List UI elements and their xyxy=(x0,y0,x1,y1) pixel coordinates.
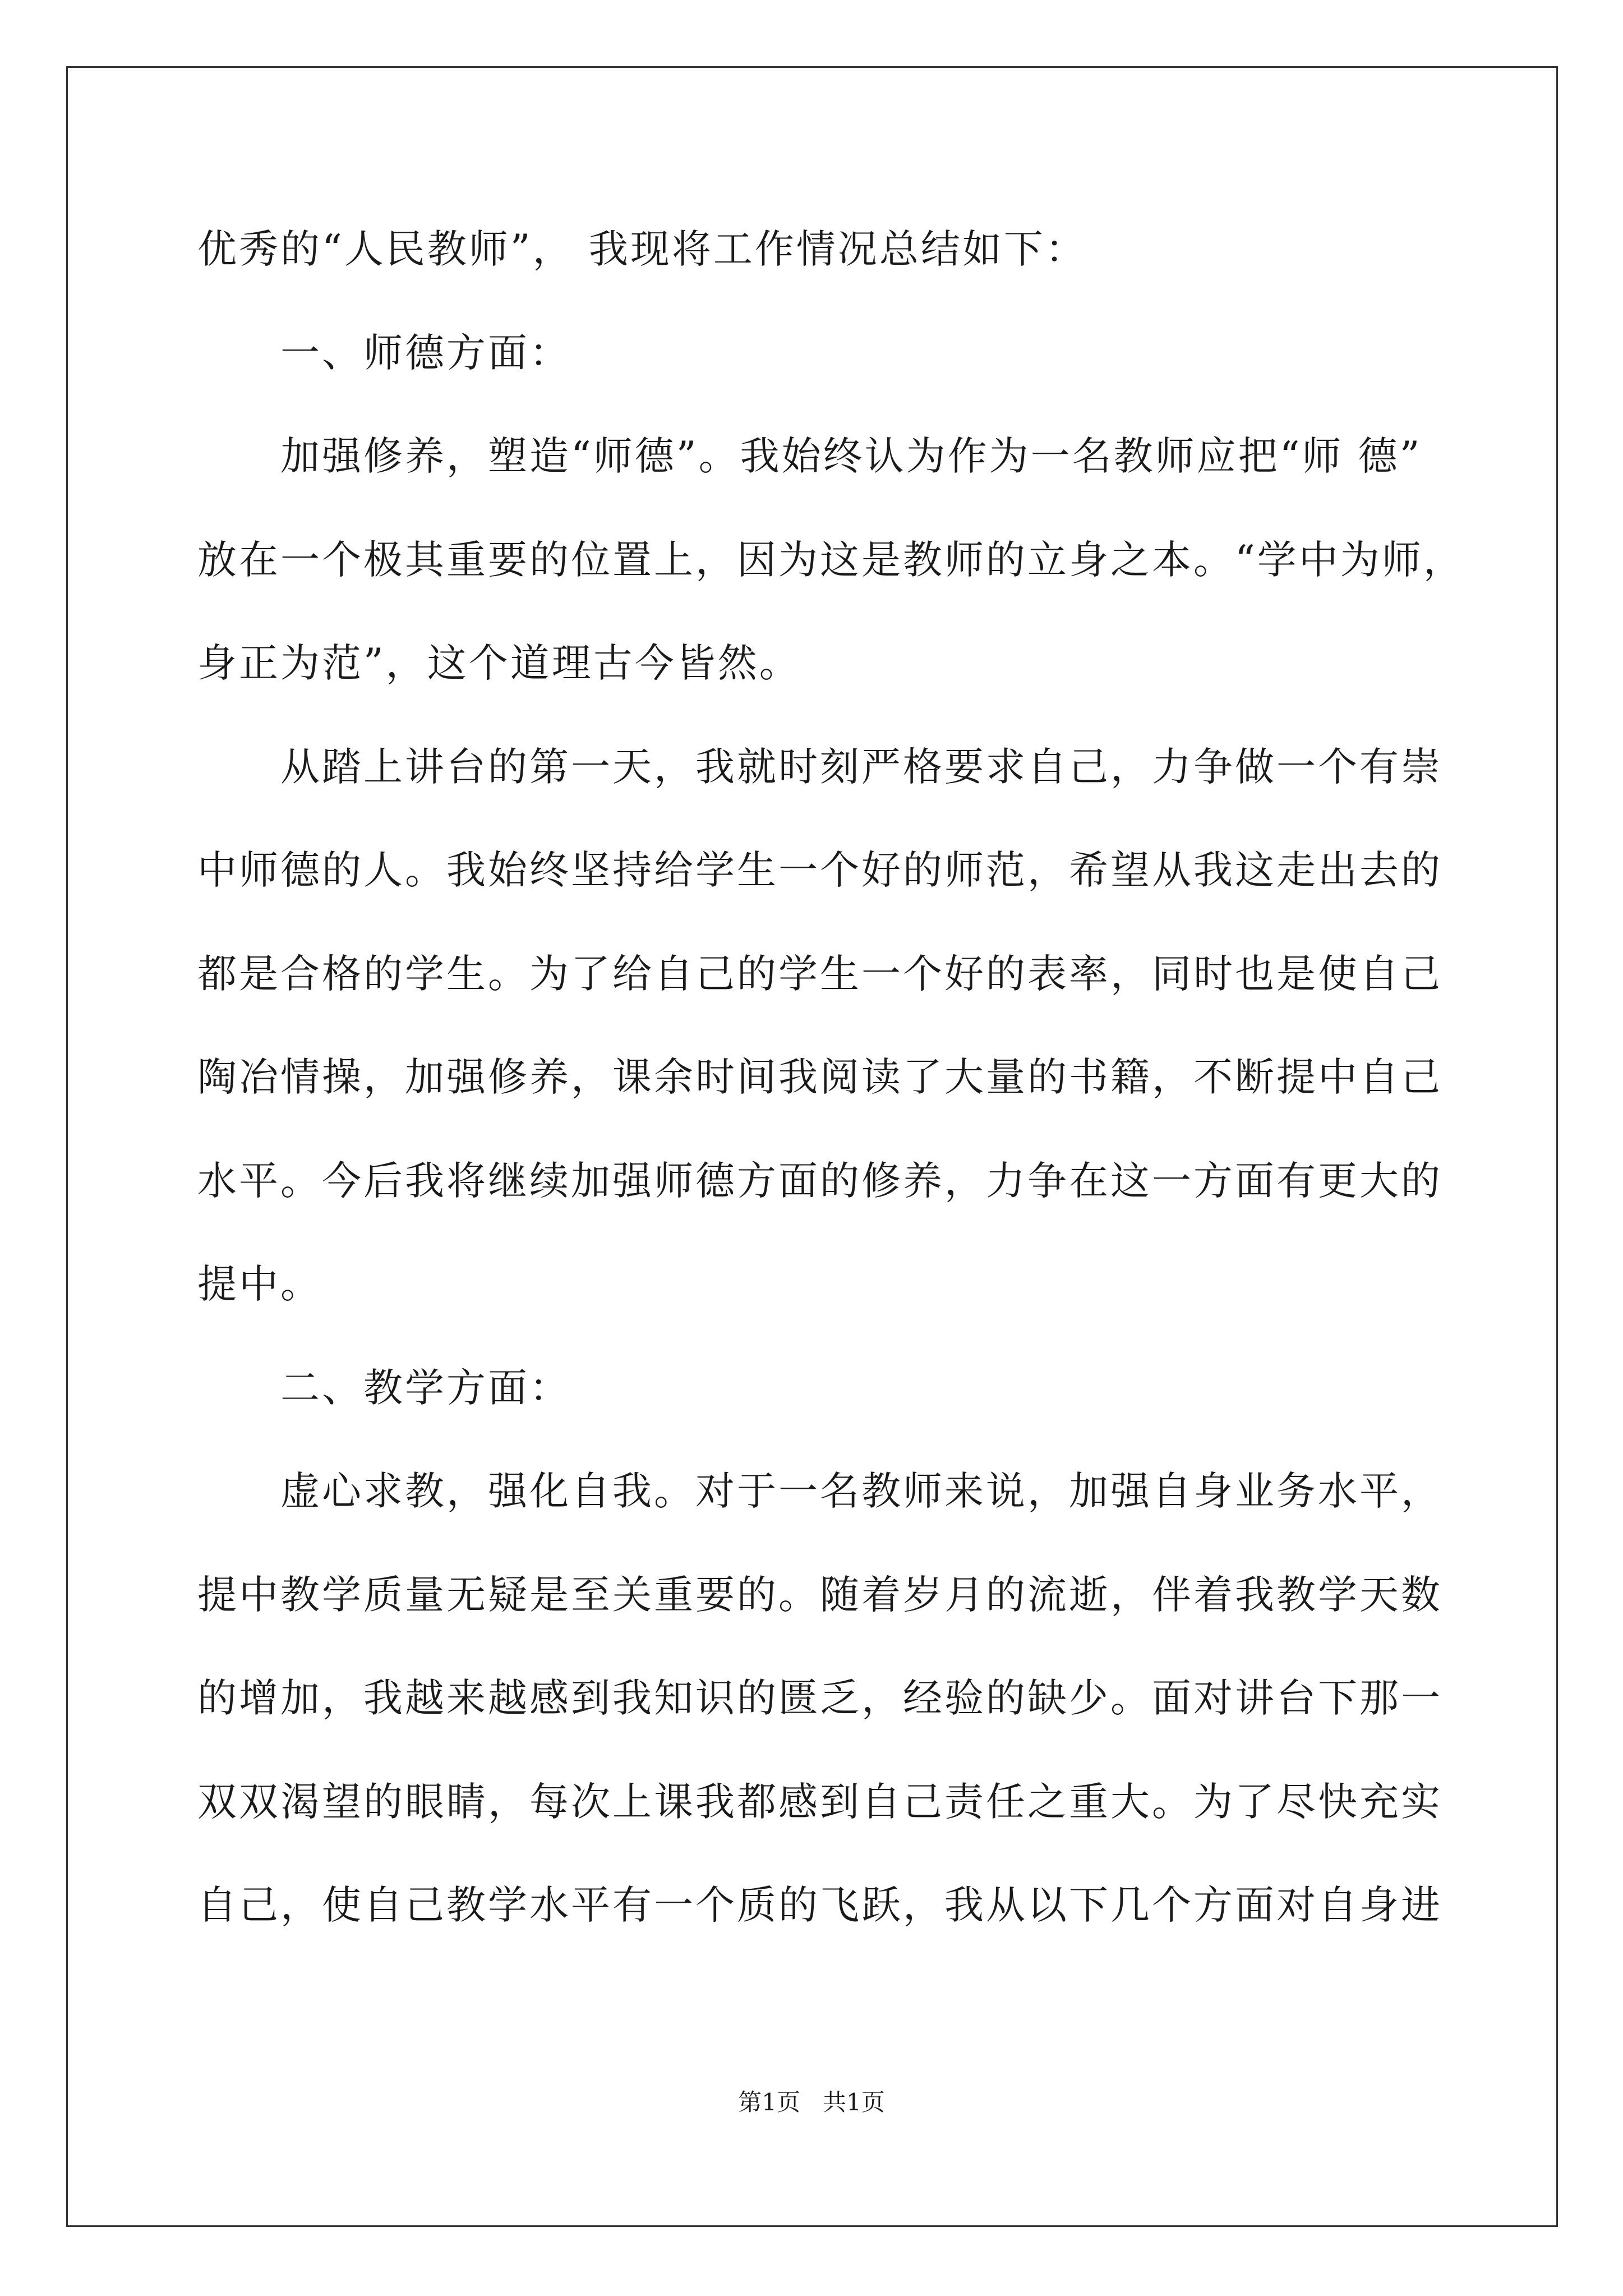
text-line: 优秀的“人民教师”， 我现将工作情况总结如下： xyxy=(197,226,1087,272)
text-line: 双双渴望的眼睛，每次上课我都感到自己责任之重大。为了尽快充实 xyxy=(197,1778,1442,1825)
text-line: 提中。 xyxy=(197,1261,322,1307)
text-line: 放在一个极其重要的位置上，因为这是教师的立身之本。“学中为师， xyxy=(197,536,1465,583)
text-line: 陶冶情操，加强修养，课余时间我阅读了大量的书籍，不断提中自己 xyxy=(197,1054,1442,1100)
text-line: 都是合格的学生。为了给自己的学生一个好的表率，同时也是使自己 xyxy=(197,950,1442,997)
document-body xyxy=(197,197,1465,1957)
text-line: 二、教学方面： xyxy=(280,1364,571,1411)
text-line: 从踏上讲台的第一天，我就时刻严格要求自己，力争做一个有崇 xyxy=(280,743,1442,790)
text-line: 加强修养，塑造“师德”。我始终认为作为一名教师应把“师 德” xyxy=(280,433,1422,479)
text-line: 虚心求教，强化自我。对于一名教师来说，加强自身业务水平， xyxy=(280,1468,1442,1514)
text-line: 一、师德方面： xyxy=(280,329,571,376)
text-line: 自己，使自己教学水平有一个质的飞跃，我从以下几个方面对自身进 xyxy=(197,1882,1442,1928)
text-line: 的增加，我越来越感到我知识的匮乏，经验的缺少。面对讲台下那一 xyxy=(197,1675,1442,1721)
text-line: 身正为范”，这个道理古今皆然。 xyxy=(197,640,801,686)
text-line: 水平。今后我将继续加强师德方面的修养，力争在这一方面有更大的 xyxy=(197,1157,1442,1204)
text-line: 提中教学质量无疑是至关重要的。随着岁月的流逝，伴着我教学天数 xyxy=(197,1571,1442,1618)
text-line: 中师德的人。我始终坚持给学生一个好的师范，希望从我这走出去的 xyxy=(197,847,1442,893)
page-footer: 第1页 共1页 xyxy=(738,2088,885,2116)
